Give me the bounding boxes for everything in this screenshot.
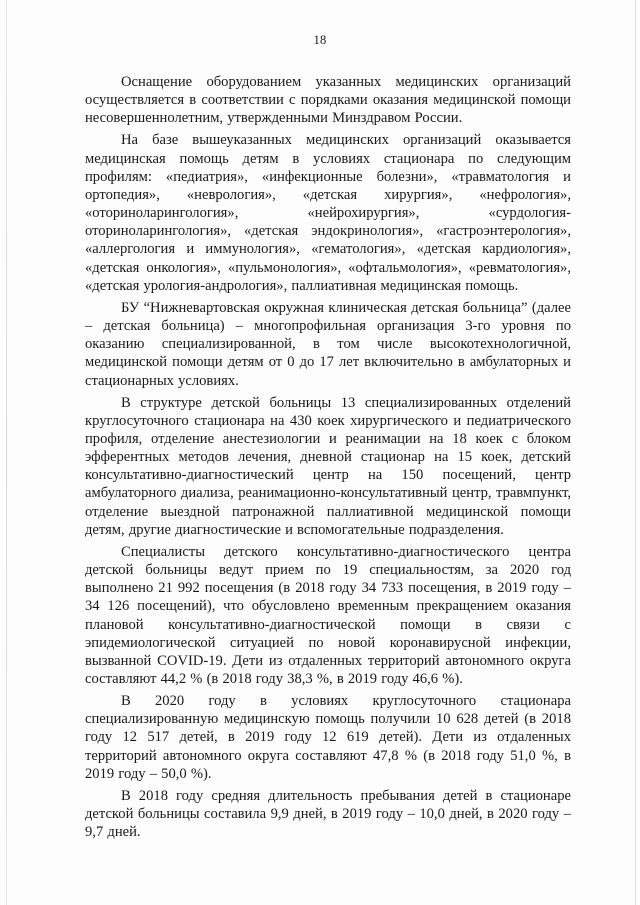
paragraph-inpatient-care: В 2020 году в условиях круглосуточного стационара специализированную медицинскую помощь получили 10 628 детей (в 2018 году 12 517 детей, в 2019 году 12 619 детей). Дети из отдаленных территорий автономного округа составляют 47,8 % (в 2018 году 51,0 %, в 2019 году – 50,0 %).	[85, 693, 571, 782]
paragraph-consultative-center: Специалисты детского консультативно-диагностического центра детской больницы ведут прием по 19 специальностям, за 2020 год выполнено 21 992 посещения (в 2018 году 34 733 посещения, в 2019 году – 34 126 посещений), что обусловлено временным прекращением оказания плановой консультативно-диагностической помощи в связи с эпидемиологической ситуацией по новой коронавирусной инфекции, вызванной COVID-19. Дети из отдаленных территорий автономного округа составляют 44,2 % (в 2018 году 38,3 %, в 2019 году 46,6 %).	[85, 543, 571, 687]
paragraph-length-of-stay: В 2018 году средняя длительность пребывания детей в стационаре детской больницы составила 9,9 дней, в 2019 году – 10,0 дней, в 2020 году – 9,7 дней.	[85, 787, 571, 841]
paragraph-equipment: Оснащение оборудованием указанных медицинских организаций осуществляется в соответствии с порядками оказания медицинской помощи несовершеннолетним, утвержденными Минздравом России.	[85, 74, 571, 127]
paragraph-profiles: На базе вышеуказанных медицинских организаций оказывается медицинская помощь детям в условиях стационара по следующим профилям: «педиатрия», «инфекционные болезни», «травматология и ортопедия», «неврология», «детская хирургия», «нефрология», «оториноларингология», «нейрохирургия», «сурдология-оториноларингология», «детская эндокринология», «гастроэнтерология», «аллергология и иммунология», «гематология», «детская кардиология», «детская онкология», «пульмонология», «офтальмология», «ревматология», «детская урология-андрология», паллиативная медицинская помощь.	[85, 132, 571, 294]
document-body	[85, 73, 571, 845]
paragraph-hospital-intro: БУ “Нижневартовская окружная клиническая детская больница” (далее – детская больница) – многопрофильная организация 3-го уровня по оказанию специализированной, в том числе высокотехнологичной, медицинской помощи детям от 0 до 17 лет включительно в амбулаторных и стационарных условиях.	[85, 299, 571, 389]
page-number: 18	[313, 33, 327, 47]
scan-edge-right	[635, 0, 636, 905]
paragraph-structure: В структуре детской больницы 13 специализированных отделений круглосуточного стационара на 430 коек хирургического и педиатрического профиля, отделение анестезиологии и реанимации на 18 коек с блоком эфферентных методов лечения, дневной стационар на 15 коек, детский консультативно-диагностический центр на 150 посещений, центр амбулаторного диализа, реанимационно-консультативный центр, травмпункт, отделение выездной патронажной паллиативной медицинской помощи детям, другие диагностические и вспомогательные подразделения.	[85, 394, 571, 538]
scan-edge-left	[6, 0, 7, 905]
